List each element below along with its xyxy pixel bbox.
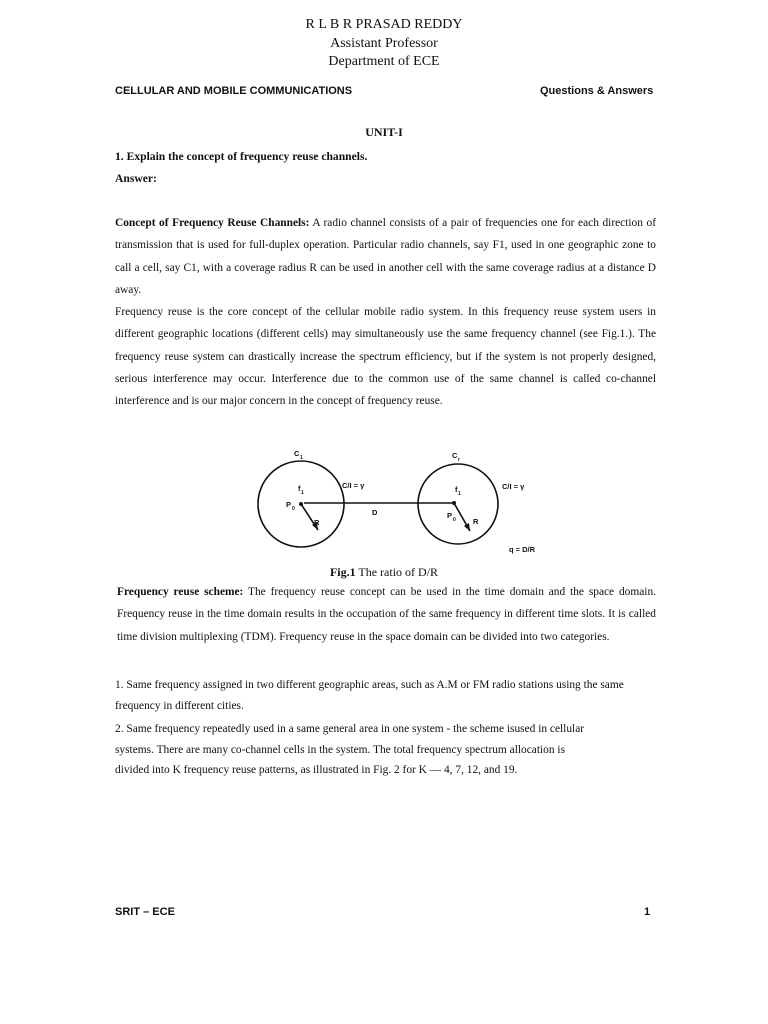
- list-item-2-line2: systems. There are many co-channel cells in the system. The total frequency spectrum allocation is: [115, 743, 565, 756]
- section-frequency-reuse-channels: [115, 212, 656, 413]
- freq-right-label: f: [455, 485, 458, 494]
- list-item-2-line1: 2. Same frequency repeatedly used in a same general area in one system - the scheme isused in cellular: [115, 723, 585, 735]
- p-right-sub: 0: [453, 517, 456, 523]
- footer-left: SRIT – ECE: [115, 906, 175, 918]
- figure-caption-text: The ratio of D/R: [355, 565, 439, 579]
- author-position: Assistant Professor: [330, 36, 438, 51]
- section1-paragraph2: Frequency reuse is the core concept of the cellular mobile radio system. In this frequency reuse system users in different geographic locations (different cells) may simultaneously use the same frequency channel (see Fig.1.). The frequency reuse system can drastically increase the spectrum efficiency, but if the system is not properly designed, serious interference may occur. Interference due to the common use of the same channel is called co-channel interference and is our major concern in the concept of frequency reuse.: [115, 306, 656, 408]
- ci-left-label: C/I = γ: [342, 481, 365, 490]
- right-radius-arrowhead: [464, 523, 470, 531]
- course-title: CELLULAR AND MOBILE COMMUNICATIONS: [115, 85, 353, 97]
- list-item-2-line3: divided into K frequency reuse patterns, as illustrated in Fig. 2 for K — 4, 7, 12, and 19.: [115, 764, 518, 777]
- section2-paragraph1-text: The frequency reuse concept can be used in the time domain and the space domain. Frequency reuse in the time domain results in the occupation of the same frequency in different time slots. It is called time division multiplexing (TDM). Frequency reuse in the space domain can be divided into two categories.: [117, 586, 656, 643]
- unit-title: UNIT-I: [365, 125, 403, 139]
- ci-right-label: C/I = γ: [502, 482, 525, 491]
- freq-left-sub: 1: [301, 490, 304, 496]
- radius-left-label: R: [314, 518, 320, 527]
- author-department: Department of ECE: [328, 54, 440, 69]
- list-item-1: 1. Same frequency assigned in two different geographic areas, such as A.M or FM radio stations using the same frequency in different cities.: [115, 679, 624, 712]
- right-base-point: [452, 501, 456, 505]
- p-left-sub: 0: [292, 506, 295, 512]
- page-number: 1: [644, 906, 651, 918]
- section1-heading: Concept of Frequency Reuse Channels:: [115, 217, 310, 229]
- p-left-label: P: [286, 500, 292, 509]
- q-ratio-label: q = D/R: [509, 545, 536, 554]
- left-cell-sub: 1: [300, 455, 303, 461]
- section1-paragraph1-text: A radio channel consists of a pair of frequencies one for each direction of transmission that is used for full-duplex operation. Particular radio channels, say F1, used in one geographic zone to call a cell, say C1, with a coverage radius R can be used in another cell with the same coverage radius at a distance D away.: [115, 217, 656, 296]
- p-right-label: P: [447, 511, 453, 520]
- section-frequency-reuse-scheme: [117, 581, 656, 648]
- right-cell-label: C: [452, 451, 458, 460]
- list-item-2: [115, 719, 675, 781]
- left-base-point: [299, 502, 303, 506]
- author-name: R L B R PRASAD REDDY: [305, 17, 463, 32]
- figure-caption-label: Fig.1: [329, 565, 356, 579]
- right-cell-sub: r: [458, 457, 460, 463]
- section2-paragraph1: [117, 581, 656, 648]
- distance-label: D: [372, 508, 378, 517]
- freq-right-sub: 1: [458, 491, 461, 497]
- left-cell-label: C: [294, 449, 300, 458]
- answer-label: Answer:: [115, 172, 157, 185]
- frequency-reuse-figure: [252, 442, 552, 560]
- question-text: 1. Explain the concept of frequency reuse channels.: [115, 150, 368, 163]
- radius-right-label: R: [473, 517, 479, 526]
- section1-paragraph1: [115, 212, 656, 301]
- freq-left-label: f: [298, 484, 301, 493]
- figure-caption: [0, 565, 768, 580]
- doc-type: Questions & Answers: [540, 85, 654, 97]
- right-cell-circle: [418, 464, 498, 544]
- section2-heading: Frequency reuse scheme:: [117, 586, 244, 598]
